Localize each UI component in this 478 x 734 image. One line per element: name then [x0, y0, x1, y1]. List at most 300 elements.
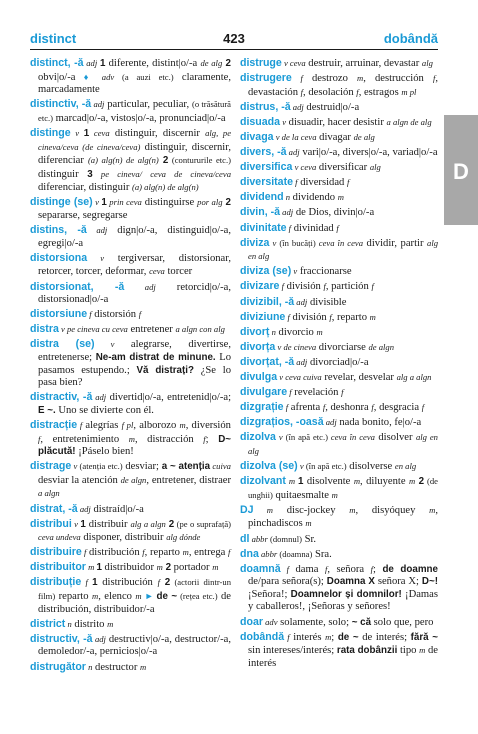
dictionary-entry — [30, 196, 231, 222]
grammar-label: f — [283, 402, 289, 413]
dictionary-entry — [30, 546, 231, 560]
translation-text: divorciad|o/-a — [307, 356, 369, 368]
dictionary-entry — [240, 206, 438, 220]
grammar-label: de alg — [200, 58, 223, 68]
grammar-label: f pl — [121, 419, 134, 430]
dictionary-entry — [240, 401, 438, 415]
headword: disuada — [240, 115, 281, 128]
dictionary-entry — [30, 661, 231, 675]
dictionary-entry — [30, 323, 231, 337]
usage-note: (în bucăți) — [276, 237, 316, 248]
translation-text: , devastación — [248, 73, 439, 98]
translation-text: distribución — [97, 577, 158, 589]
translation-text: torcer — [164, 266, 193, 278]
translation-text: , diversión — [185, 419, 231, 431]
grammar-label: adj — [290, 101, 304, 112]
grammar-label: m — [182, 547, 189, 558]
headword: diversifica — [240, 161, 293, 174]
grammar-label: por alg — [197, 197, 223, 208]
dictionary-entry — [30, 561, 231, 575]
dictionary-entry — [30, 252, 231, 279]
dictionary-entry — [30, 127, 231, 195]
grammar-label: v de la ceva — [273, 131, 317, 142]
headword: divinitate — [240, 221, 287, 234]
grammar-label: f — [38, 433, 41, 444]
dictionary-entry — [240, 416, 438, 430]
example-phrase: Ne-am distrat de minune. — [95, 351, 216, 363]
headword: divorț — [240, 325, 270, 338]
dictionary-entry — [240, 116, 438, 130]
translation-text: solamente, solo; — [277, 616, 352, 628]
translation-text: alegrías — [82, 419, 122, 431]
headword: dobândă — [240, 630, 285, 643]
grammar-label: a algn — [38, 488, 60, 499]
translation-text: quitaesmalte — [272, 489, 332, 501]
grammar-label: f — [371, 281, 374, 292]
sense-number: 1 — [96, 562, 102, 574]
headword: distribuire — [30, 546, 82, 559]
translation-text: de interés; — [358, 631, 411, 643]
grammar-label: (a) alg(n) de alg(n) — [132, 182, 199, 193]
dictionary-entry — [240, 341, 438, 355]
example-phrase: de doamne — [382, 563, 438, 575]
grammar-label: m — [316, 326, 323, 337]
translation-text: claramente, marcadamente — [38, 71, 232, 96]
translation-text: ¡Señora!; — [248, 588, 291, 600]
headword: distra — [30, 323, 59, 336]
grammar-label: ceva în ceva — [315, 237, 364, 248]
dictionary-entry — [240, 356, 438, 370]
headword: distribuție — [30, 576, 82, 589]
translation-text: , entretenimiento — [40, 433, 129, 445]
dictionary-entry — [240, 101, 438, 115]
grammar-label: m — [429, 504, 436, 515]
grammar-label: f — [203, 433, 206, 444]
translation-text: dign|o/-a, distinguid|o/-a, egregi|o/-a — [38, 225, 231, 249]
translation-text: distribución — [86, 547, 143, 559]
translation-text: distinguir, discernir — [109, 127, 206, 139]
headword: district — [30, 617, 66, 630]
translation-text: de Dios, divin|o/-a — [293, 207, 375, 219]
dictionary-entry — [30, 338, 231, 389]
translation-text: distraíd|o/-a — [90, 503, 144, 515]
translation-text: , partición — [325, 281, 372, 293]
dictionary-entry — [30, 308, 231, 322]
translation-text: distinguir, discernir, diferenciar — [38, 141, 231, 167]
usage-note: (de unghii) — [248, 476, 439, 500]
grammar-label: alg, pe cineva/ceva (de cineva/ceva) — [38, 127, 232, 152]
headword: distracție — [30, 418, 78, 431]
usage-note: (pe o suprafață) — [174, 518, 232, 529]
translation-text: marcad|o/-a, vistos|o/-a, pronunciad|o/-a — [53, 112, 226, 124]
grammar-label: de algn — [120, 474, 147, 485]
translation-text: ; — [373, 563, 383, 575]
thumb-index-letter: D — [453, 159, 469, 184]
grammar-label: alg en alg — [248, 237, 438, 262]
translation-text: dividendo — [290, 192, 338, 204]
grammar-label: alg dónde — [166, 532, 201, 543]
headword: dizgrație — [240, 401, 284, 414]
grammar-label: v — [269, 237, 277, 248]
translation-text: Uno se divierte con él. — [55, 404, 154, 416]
translation-text: , desolación — [303, 86, 357, 98]
sense-number: 2 — [165, 518, 175, 530]
dictionary-entry — [240, 616, 438, 630]
example-phrase: de ~ — [156, 591, 178, 603]
translation-text: disponer, distribuir — [80, 532, 167, 544]
headword: distrugător — [30, 660, 86, 673]
headword: diviza — [240, 236, 270, 249]
sense-number: 1 — [92, 577, 98, 589]
grammar-label: f — [157, 577, 160, 588]
grammar-label: n — [65, 618, 72, 629]
grammar-label: m — [349, 504, 356, 515]
translation-text: desviar la atención — [38, 474, 121, 486]
dictionary-entry — [240, 146, 438, 160]
grammar-label: v de cineva — [275, 341, 317, 352]
translation-text: retorcid|o/-a, distorsionad|o/-a — [38, 281, 231, 306]
grammar-label: v — [280, 116, 287, 127]
translation-text: ¡Damas y caballeros!, ¡Señoras y señores! — [248, 588, 438, 613]
grammar-label: f — [432, 73, 436, 84]
grammar-label: f — [279, 281, 284, 292]
grammar-label: m — [325, 631, 332, 642]
translation-text: revelar, desvelar — [321, 371, 397, 383]
header-first-word: distinct — [30, 31, 77, 46]
dictionary-entry — [240, 631, 438, 671]
grammar-label: pe cineva/ ceva de cineva/ceva — [92, 168, 231, 179]
headword: doar — [240, 615, 263, 628]
translation-text: vari|o/-a, divers|o/-a, variad|o/-a — [299, 147, 438, 159]
headword: distinge — [30, 126, 71, 139]
translation-text: sin intereses/interés; — [248, 645, 337, 657]
grammar-label: adj — [86, 225, 108, 236]
translation-text: distribuidor — [101, 562, 157, 574]
grammar-label: adj — [280, 207, 294, 218]
dictionary-entry — [240, 460, 438, 474]
translation-text: distrito — [71, 618, 108, 630]
translation-text: disolverse — [346, 461, 395, 473]
bullet-symbol: ♦ — [83, 71, 94, 82]
sense-number: 1 — [297, 476, 304, 488]
usage-note: (domnul) — [267, 533, 302, 544]
grammar-label: f — [87, 309, 92, 320]
dictionary-entry — [240, 431, 438, 458]
grammar-label: f — [77, 419, 83, 430]
dictionary-entry — [30, 391, 231, 417]
translation-text: Lo pasamos estupendo.; — [38, 351, 231, 376]
translation-text: distinguirse — [141, 197, 198, 209]
grammar-label: f — [285, 311, 290, 322]
grammar-label: f — [227, 547, 231, 558]
grammar-label: adj — [286, 147, 300, 158]
headword: distorsiune — [30, 308, 88, 321]
grammar-label: m — [135, 591, 142, 602]
grammar-label: alg — [421, 58, 433, 68]
translation-text: destructiv|o/-a, destructor/-a, demoledor/-a, pernicios|o/-a — [38, 633, 231, 658]
translation-text: división — [289, 311, 330, 323]
grammar-label: f — [322, 402, 326, 413]
grammar-label: alg — [369, 162, 381, 173]
translation-text: , alborozo — [133, 419, 180, 431]
translation-text: distinguir — [38, 168, 88, 180]
grammar-label: v — [87, 252, 105, 263]
grammar-label: m — [179, 419, 186, 430]
headword: DJ — [240, 503, 254, 516]
dictionary-entry — [240, 311, 438, 325]
translation-text: entretener — [127, 324, 176, 336]
headword: divin, -ă — [240, 206, 281, 219]
translation-text: afrenta — [288, 402, 323, 414]
grammar-label: f — [81, 577, 93, 588]
grammar-label: v — [94, 339, 115, 350]
translation-text: , distracción — [134, 433, 204, 445]
grammar-label: m — [212, 562, 219, 573]
sense-number: 2 — [158, 155, 169, 167]
dictionary-entry — [240, 386, 438, 400]
headword: doamnă — [240, 562, 281, 575]
translation-text: distribuir — [85, 518, 131, 530]
sense-number: 3 — [87, 168, 93, 180]
headword: distructiv, -ă — [30, 632, 93, 645]
grammar-label: f — [142, 547, 145, 558]
headword: diviza (se) — [240, 265, 292, 278]
translation-text: destructor — [92, 661, 141, 673]
translation-text: de/para señora(s); — [248, 576, 327, 588]
grammar-label: v ceva — [292, 162, 317, 173]
headword: dizolva (se) — [240, 460, 298, 473]
dictionary-entry — [30, 618, 231, 632]
headword: distorsionat, -ă — [30, 280, 125, 293]
translation-text: revelación — [291, 387, 342, 399]
dictionary-entry — [30, 518, 231, 545]
dictionary-entry — [30, 460, 231, 501]
translation-text: ; — [331, 631, 338, 643]
sense-number: 2 — [222, 197, 231, 209]
grammar-label: ceva undeva — [38, 532, 81, 543]
translation-text: , estragos — [358, 86, 402, 98]
translation-text: solo que, pero — [371, 616, 434, 628]
grammar-label: m — [85, 562, 97, 573]
dictionary-entry — [30, 98, 231, 125]
translation-text: , diluyente — [360, 476, 409, 488]
sense-number: 1 — [101, 197, 107, 209]
left-column — [30, 57, 231, 676]
grammar-label: a algn de alg — [386, 116, 432, 127]
dictionary-entry — [240, 222, 438, 236]
translation-text: interés — [289, 631, 326, 643]
grammar-label: adj — [91, 99, 105, 110]
translation-text: divinidad — [291, 222, 337, 234]
sense-number: 2 — [162, 562, 172, 574]
grammar-label: f — [370, 563, 373, 574]
headword: distrugere — [240, 72, 292, 85]
dictionary-entry — [240, 176, 438, 190]
translation-text: ; — [205, 433, 219, 445]
grammar-label: de alg — [353, 131, 375, 142]
headword: distins, -ă — [30, 224, 87, 237]
grammar-label: f — [284, 631, 290, 642]
example-phrase: Doamna X — [326, 576, 375, 588]
translation-text: disolvente — [303, 476, 354, 488]
headword: distractiv, -ă — [30, 391, 93, 404]
translation-text: portador — [171, 562, 213, 574]
translation-text: divertid|o/-a, entretenid|o/-a; — [106, 392, 232, 404]
headword: distra (se) — [30, 338, 95, 351]
sense-number: 1 — [99, 58, 106, 69]
example-phrase: rata dobânzii — [336, 645, 398, 657]
translation-text: dama — [289, 563, 325, 575]
translation-text: divorcio — [275, 326, 317, 338]
headword: dizgrațios, -oasă — [240, 416, 324, 429]
sense-number: 2 — [415, 476, 425, 488]
headword: divizibil, -ă — [240, 295, 295, 308]
translation-text: , elenco — [98, 591, 136, 603]
translation-text: diferente, distint|o/-a — [105, 58, 201, 69]
translation-text: disolver — [374, 432, 416, 444]
translation-text: de distribución, distribuidor/-a — [38, 591, 231, 615]
dictionary-entry — [240, 191, 438, 205]
headword: diviziune — [240, 310, 286, 323]
header-last-word: dobândă — [383, 31, 438, 46]
grammar-label: f — [346, 177, 350, 188]
example-phrase: Doamnelor și domnilor! — [290, 588, 402, 600]
headword: distrus, -ă — [240, 100, 291, 113]
grammar-label: ceva — [149, 266, 165, 277]
grammar-label: v — [92, 197, 102, 208]
headword: divulgare — [240, 386, 288, 399]
grammar-label: f — [291, 73, 303, 84]
dictionary-entry — [240, 280, 438, 294]
grammar-label: m — [92, 591, 99, 602]
grammar-label: a algn con alg — [175, 324, 225, 335]
dictionary-entry — [240, 237, 438, 264]
grammar-label: ceva — [89, 127, 110, 138]
usage-note: (atenția etc.) — [77, 461, 123, 472]
header-rule — [30, 49, 438, 50]
usage-note: (contururile etc.) — [168, 155, 232, 166]
translation-text: destruir, arruinar, devastar — [305, 58, 422, 69]
grammar-label: v — [275, 432, 283, 443]
grammar-label: m — [357, 73, 364, 84]
translation-text: fraccionarse — [297, 266, 352, 278]
headword: divorțat, -ă — [240, 355, 295, 368]
translation-text: divisible — [307, 296, 347, 308]
grammar-label: f — [371, 402, 374, 413]
usage-note: (o trăsătură etc.) — [38, 99, 231, 123]
dictionary-entry — [30, 419, 231, 459]
example-phrase: E ~. — [38, 404, 56, 416]
translation-text: tipo — [397, 645, 420, 657]
translation-text: ¡Páselo bien! — [75, 446, 134, 458]
grammar-label: prin ceva — [106, 197, 142, 208]
translation-text: , señora — [327, 563, 371, 575]
grammar-label: f — [341, 387, 344, 398]
grammar-label: en alg — [394, 461, 417, 472]
translation-text: destruid|o/-a — [303, 101, 360, 113]
sense-number: 2 — [159, 577, 171, 589]
grammar-label: f — [323, 281, 326, 292]
dictionary-entry — [240, 548, 438, 562]
translation-text: separarse, segregarse — [38, 210, 128, 222]
usage-note: (în apă etc.) — [282, 432, 328, 443]
grammar-label: f — [329, 311, 332, 322]
translation-text: , destrucción — [363, 73, 433, 85]
grammar-label: adv — [93, 71, 115, 82]
example-phrase: de ~ — [337, 631, 359, 643]
grammar-label: f — [81, 547, 87, 558]
dictionary-entry — [30, 576, 231, 616]
dictionary-entry — [240, 265, 438, 279]
example-phrase: D~! — [421, 576, 438, 588]
grammar-label: v — [71, 518, 81, 529]
grammar-label: m — [107, 618, 114, 629]
grammar-label: v ceva cuiva — [277, 371, 322, 382]
dictionary-entry — [240, 161, 438, 175]
grammar-label: m — [140, 661, 147, 672]
translation-text: Sr. — [301, 533, 317, 545]
translation-text: , reparto — [144, 547, 183, 559]
translation-text: , reparto — [331, 311, 370, 323]
grammar-label: adj — [124, 281, 156, 292]
headword: distribui — [30, 517, 72, 530]
translation-text: diversificar — [316, 162, 370, 174]
headword: distrat, -ă — [30, 502, 78, 515]
grammar-label: adj — [77, 503, 91, 514]
grammar-label: m — [331, 489, 338, 500]
dictionary-entry — [30, 633, 231, 659]
translation-text: tergiversar, distorsionar, retorcer, torcer, deformar, — [38, 252, 231, 278]
grammar-label: m — [353, 476, 361, 487]
grammar-label: f — [421, 402, 425, 413]
translation-text: reparto — [55, 591, 93, 603]
translation-text: particular, peculiar, — [104, 99, 192, 111]
right-column — [240, 57, 438, 672]
grammar-label: v — [70, 127, 84, 138]
grammar-label: m — [408, 476, 416, 487]
headword: divorța — [240, 340, 276, 353]
dictionary-entry — [240, 504, 438, 531]
grammar-label: cuiva — [210, 461, 231, 472]
grammar-label: adv — [262, 616, 278, 627]
dictionary-entry — [30, 503, 231, 517]
grammar-label: f — [356, 86, 359, 97]
headword: diversitate — [240, 176, 293, 189]
dictionary-entry — [240, 533, 438, 547]
dictionary-entry — [240, 72, 438, 99]
grammar-label: f — [138, 309, 142, 320]
translation-text: , deshonra — [325, 402, 372, 414]
dictionary-entry — [30, 57, 231, 97]
headword: distinge (se) — [30, 196, 93, 209]
grammar-label: f — [324, 563, 328, 574]
headword: dizolva — [240, 431, 276, 444]
headword: dizolvant — [240, 475, 286, 488]
translation-text: , disyóquey — [355, 504, 430, 516]
grammar-label: m — [369, 311, 376, 322]
translation-text: divagar — [316, 131, 354, 143]
usage-note: (doamna) — [277, 548, 313, 559]
grammar-label: f — [293, 177, 298, 188]
headword: distrage — [30, 460, 72, 473]
translation-text: destrozo — [302, 73, 357, 85]
grammar-label: f — [300, 86, 304, 97]
dictionary-entry — [240, 563, 438, 614]
dictionary-entry — [240, 57, 438, 71]
translation-text: disc-jockey — [272, 504, 350, 516]
translation-text: alegrarse, divertirse, entretenerse; — [38, 339, 231, 363]
usage-note: (rețea etc.) — [177, 591, 218, 602]
